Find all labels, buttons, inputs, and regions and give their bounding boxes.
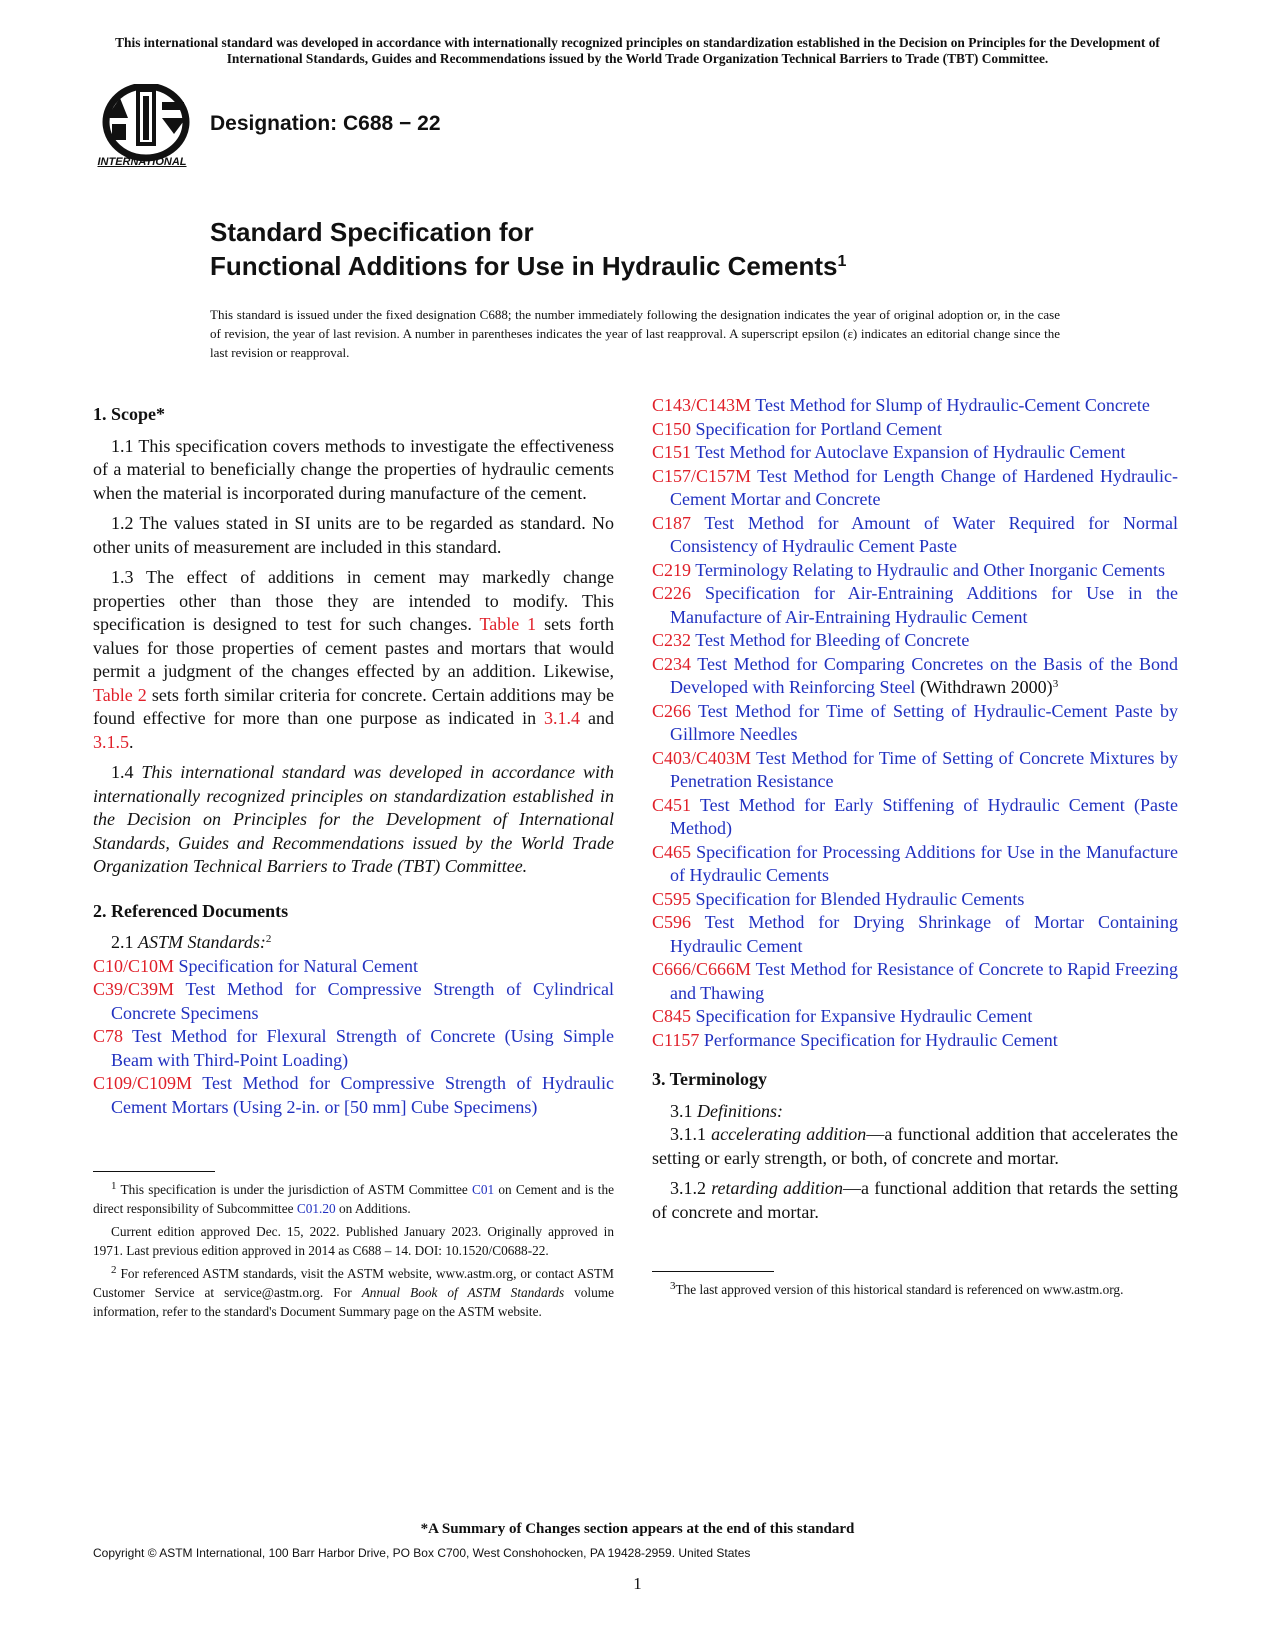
footnote-1-text-b: on Cement and is the direct responsibility of Subcommittee xyxy=(93,1182,615,1216)
reference-code-link[interactable]: C10/C10M xyxy=(93,955,175,976)
reference-code-link[interactable]: C226 xyxy=(652,583,692,603)
term-3-1-2-num: 3.1.2 xyxy=(670,1178,706,1198)
reference-title-link[interactable]: Test Method for Bleeding of Concrete xyxy=(695,630,970,650)
reference-title-link[interactable]: Test Method for Slump of Hydraulic-Cement Concrete xyxy=(755,395,1150,415)
reference-code-link[interactable]: C1157 xyxy=(652,1029,700,1050)
footnote-2-mark: 2 xyxy=(111,1264,117,1276)
reference-footnote-mark: 3 xyxy=(1052,678,1059,690)
reference-item xyxy=(652,794,1178,841)
reference-code-link[interactable]: C150 xyxy=(652,418,692,439)
footnote-2 xyxy=(93,1264,614,1321)
reference-code-link[interactable]: C109/C109M xyxy=(93,1073,193,1093)
reference-code-link[interactable]: C187 xyxy=(652,512,692,533)
reference-title-link[interactable]: Performance Specification for Hydraulic Cement xyxy=(703,1029,1058,1050)
reference-code-link[interactable]: C666/C666M xyxy=(652,959,752,979)
reference-title-link[interactable]: Specification for Natural Cement xyxy=(178,955,418,976)
left-column xyxy=(93,403,614,1325)
reference-code-link[interactable]: C232 xyxy=(652,630,692,650)
reference-item xyxy=(652,582,1178,629)
title-line-1: Standard Specification for xyxy=(210,217,534,247)
term-3-1-2 xyxy=(652,1177,1178,1224)
para-1-3-and: and xyxy=(588,708,614,728)
para-1-3-text-a: 1.3 The effect of additions in cement may markedly change properties other than those they are intended to modify. This specification is designed to test for such changes. xyxy=(93,567,614,634)
footnote-1-edition: Current edition approved Dec. 15, 2022. Published January 2023. Originally approved in 1971. Last previous edition approved in 2014 as C688 – 14. DOI: 10.1520/C0688-22. xyxy=(93,1224,614,1258)
reference-title-link[interactable]: Test Method for Resistance of Concrete to Rapid Freezing and Thawing xyxy=(670,959,1178,1003)
para-1-1: 1.1 This specification covers methods to investigate the effectiveness of a material to beneficially change the properties of hydraulic cements when the material is incorporated during manufacture of the cement. xyxy=(93,435,614,503)
reference-item xyxy=(652,700,1178,747)
issue-note: This standard is issued under the fixed designation C688; the number immediately following the designation indicates the year of original adoption or, in the case of revision, the year of last revision. A number in parentheses indicates the year of last reapproval. A superscript epsilon (ε) indicates an editorial change since the last revision or reapproval. xyxy=(210,307,1060,360)
footnote-rule-right xyxy=(652,1271,774,1272)
reference-title-link[interactable]: Specification for Air-Entraining Additions for Use in the Manufacture of Air-Entraining Hydraulic Cement xyxy=(670,583,1179,627)
para-1-3-text-c: sets forth similar criteria for concrete. Certain additions may be found effective for more than one purpose as indicated in xyxy=(93,684,615,728)
table-2-link[interactable]: Table 2 xyxy=(93,684,147,705)
reference-note: (Withdrawn 2000) xyxy=(919,677,1053,697)
subsection-3-1 xyxy=(652,1100,1178,1124)
reference-code-link[interactable]: C234 xyxy=(652,653,692,674)
reference-code-link[interactable]: C143/C143M xyxy=(652,395,752,415)
document-title xyxy=(210,215,846,283)
summary-of-changes-note: *A Summary of Changes section appears at the end of this standard xyxy=(420,1521,855,1537)
reference-title-link[interactable]: Terminology Relating to Hydraulic and Other Inorganic Cements xyxy=(695,559,1165,580)
term-3-1-1 xyxy=(652,1123,1178,1170)
subsection-3-1-label: Definitions: xyxy=(697,1100,783,1121)
reference-code-link[interactable]: C596 xyxy=(652,912,692,932)
term-3-1-1-text: —a functional addition that accelerates the setting or early strength, or both, of concrete and mortar. xyxy=(652,1124,1179,1168)
para-1-4 xyxy=(93,761,614,879)
reference-title-link[interactable]: Test Method for Compressive Strength of Hydraulic Cement Mortars (Using 2-in. or [50 mm] Cube Specimens) xyxy=(111,1073,614,1117)
para-1-4-text: This international standard was developed in accordance with internationally recognized principles on standardization established in the Decision on Principles for the Development of International Standards, Guides and Recommendations issued by the World Trade Organization Technical Barriers to Trade (TBT) Committee. xyxy=(93,762,614,876)
para-1-2: 1.2 The values stated in SI units are to be regarded as standard. No other units of measurement are included in this standard. xyxy=(93,513,614,557)
reference-item xyxy=(652,441,1178,465)
reference-code-link[interactable]: C39/C39M xyxy=(93,979,175,999)
reference-title-link[interactable]: Specification for Blended Hydraulic Cements xyxy=(695,888,1025,909)
reference-item xyxy=(652,418,1178,442)
term-3-1-2-text: —a functional addition that retards the setting of concrete and mortar. xyxy=(652,1178,1178,1222)
reference-title-link[interactable]: Test Method for Compressive Strength of Cylindrical Concrete Specimens xyxy=(111,979,614,1023)
table-1-link[interactable]: Table 1 xyxy=(479,614,537,634)
subsection-2-1-mark: 2 xyxy=(265,933,272,945)
reference-item xyxy=(93,978,614,1025)
section-3-heading: 3. Terminology xyxy=(652,1069,768,1089)
reference-code-link[interactable]: C595 xyxy=(652,888,692,909)
reference-item xyxy=(652,512,1178,559)
section-3-1-4-link[interactable]: 3.1.4 xyxy=(544,708,581,728)
reference-code-link[interactable]: C845 xyxy=(652,1006,692,1026)
committee-c01-link[interactable]: C01 xyxy=(471,1182,495,1197)
subsection-2-1 xyxy=(93,931,614,955)
footnote-1-text-c: on Additions. xyxy=(338,1201,411,1216)
reference-title-link[interactable]: Test Method for Autoclave Expansion of Hydraulic Cement xyxy=(695,442,1126,462)
reference-item xyxy=(652,465,1178,512)
reference-code-link[interactable]: C465 xyxy=(652,841,692,862)
reference-item xyxy=(652,559,1178,583)
reference-code-link[interactable]: C157/C157M xyxy=(652,465,752,486)
reference-item xyxy=(652,958,1178,1005)
section-3-1-5-link[interactable]: 3.1.5 xyxy=(93,731,129,752)
reference-code-link[interactable]: C151 xyxy=(652,442,692,462)
logo-text: INTERNATIONAL xyxy=(97,156,187,168)
footnote-1 xyxy=(93,1180,614,1218)
subsection-2-1-label: ASTM Standards: xyxy=(138,932,266,952)
reference-title-link[interactable]: Test Method for Time of Setting of Hydraulic-Cement Paste by Gillmore Needles xyxy=(670,700,1178,744)
reference-code-link[interactable]: C219 xyxy=(652,559,692,580)
reference-list-left xyxy=(93,955,614,1120)
reference-title-link[interactable]: Specification for Expansive Hydraulic Cement xyxy=(695,1006,1033,1026)
reference-code-link[interactable]: C451 xyxy=(652,794,692,815)
subsection-3-1-num: 3.1 xyxy=(670,1100,693,1121)
term-3-1-1-num: 3.1.1 xyxy=(670,1124,706,1144)
footnote-3 xyxy=(652,1280,1178,1299)
footnote-rule-left xyxy=(93,1171,215,1172)
reference-item xyxy=(652,394,1178,418)
para-1-3 xyxy=(93,566,614,754)
astm-logo xyxy=(92,84,200,176)
reference-item xyxy=(652,747,1178,794)
reference-title-link[interactable]: Test Method for Comparing Concretes on the Basis of the Bond Developed with Reinforcing Steel xyxy=(670,653,1178,697)
footnote-2-text-a: For referenced ASTM standards, visit the ASTM website, www.astm.org, or contact ASTM Customer Service at service@astm.org. For xyxy=(93,1266,615,1300)
reference-title-link[interactable]: Test Method for Drying Shrinkage of Mortar Containing Hydraulic Cement xyxy=(670,912,1178,956)
footnote-2-italic: Annual Book of ASTM Standards xyxy=(361,1285,565,1300)
para-1-3-end: . xyxy=(129,731,134,752)
title-footnote-mark: 1 xyxy=(837,253,847,270)
reference-item xyxy=(652,653,1178,700)
top-notice: This international standard was developed in accordance with internationally recognized principles on standardization established in the Decision on Principles for the Development of International Standards, Guides and Recommendations issued by the World Trade Organization Technical Barriers to Trade (TBT) Committee. xyxy=(115,35,1160,66)
section-2-heading: 2. Referenced Documents xyxy=(93,900,289,921)
footnote-2-text-b: volume information, refer to the standard's Document Summary page on the ASTM website. xyxy=(93,1285,614,1319)
para-1-3-text-b: sets forth values for those properties of cement pastes and mortars that would permit a judgment of the changes effected by an addition. Likewise, xyxy=(93,614,615,681)
footnote-1-text-a: This specification is under the jurisdiction of ASTM Committee xyxy=(120,1182,468,1197)
reference-title-link[interactable]: Test Method for Amount of Water Required for Normal Consistency of Hydraulic Cement Paste xyxy=(670,512,1178,556)
page-number: 1 xyxy=(633,1574,642,1593)
title-line-2-text: Functional Additions for Use in Hydraulic Cements xyxy=(210,251,838,281)
subsection-2-1-num: 2.1 xyxy=(111,932,134,952)
subcommittee-c0120-link[interactable]: C01.20 xyxy=(296,1201,336,1216)
reference-title-link[interactable]: Specification for Processing Additions for Use in the Manufacture of Hydraulic Cements xyxy=(670,841,1178,885)
reference-title-link[interactable]: Test Method for Length Change of Hardened Hydraulic-Cement Mortar and Concrete xyxy=(670,465,1178,509)
designation: Designation: C688 − 22 xyxy=(210,112,441,135)
reference-title-link[interactable]: Test Method for Time of Setting of Concrete Mixtures by Penetration Resistance xyxy=(670,747,1178,791)
right-column xyxy=(652,394,1178,1303)
reference-title-link[interactable]: Test Method for Flexural Strength of Concrete (Using Simple Beam with Third-Point Loading) xyxy=(111,1026,614,1070)
reference-item xyxy=(93,1072,614,1119)
footnote-3-text: The last approved version of this historical standard is referenced on www.astm.org. xyxy=(675,1282,1124,1297)
reference-item xyxy=(652,1029,1178,1053)
reference-list-right xyxy=(652,394,1178,1052)
footnote-3-mark: 3 xyxy=(670,1280,676,1292)
reference-item xyxy=(93,1025,614,1072)
reference-item xyxy=(652,888,1178,912)
reference-item xyxy=(652,911,1178,958)
reference-item xyxy=(652,841,1178,888)
reference-code-link[interactable]: C78 xyxy=(93,1026,124,1046)
footnote-1-mark: 1 xyxy=(111,1180,117,1192)
reference-code-link[interactable]: C266 xyxy=(652,700,692,721)
reference-title-link[interactable]: Test Method for Early Stiffening of Hydraulic Cement (Paste Method) xyxy=(670,794,1178,838)
reference-item xyxy=(652,629,1178,653)
section-1-heading: 1. Scope* xyxy=(93,404,165,424)
copyright-line: Copyright © ASTM International, 100 Barr Harbor Drive, PO Box C700, West Conshohocken, PA 19428-2959. United States xyxy=(93,1546,751,1560)
reference-title-link[interactable]: Specification for Portland Cement xyxy=(695,418,942,439)
title-line-2 xyxy=(210,249,846,283)
reference-code-link[interactable]: C403/C403M xyxy=(652,747,752,768)
term-3-1-2-term: retarding addition xyxy=(711,1178,844,1198)
para-1-4-num: 1.4 xyxy=(111,762,134,782)
term-3-1-1-term: accelerating addition xyxy=(711,1124,867,1144)
reference-item xyxy=(652,1005,1178,1029)
reference-item xyxy=(93,955,614,979)
